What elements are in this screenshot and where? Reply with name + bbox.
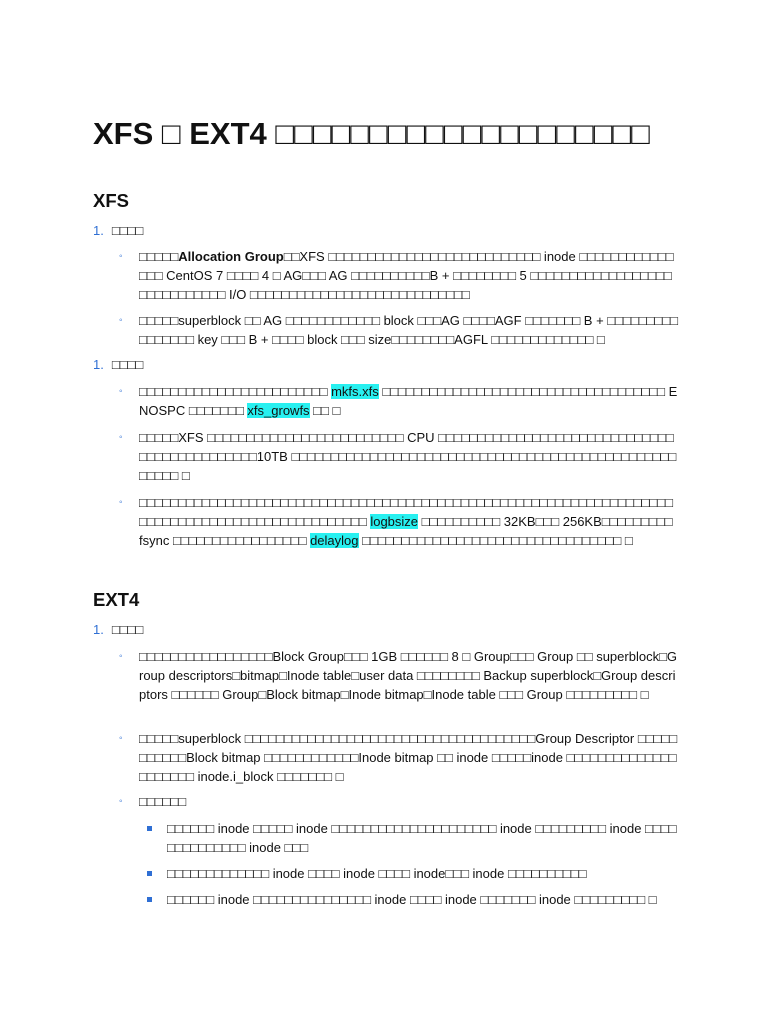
list-item-text: □□□□□□□□□□□□□□□□□□□□□□□□: [139, 384, 332, 399]
section-heading-ext4: EXT4: [93, 589, 140, 610]
list-item: □□□□□superblock □□□□□□□□□□□□□□□□□□□□□□□□□□□□□□□□□□□□□Group Descriptor □□□□□□□□□□□Block bitmap □□□□□□□□□□□□Inode bitmap □□ inode □□□□□inode □□□□□□□□□□□□□□□□□□□□□ inode.i_block □□□□□□□ □: [139, 731, 678, 784]
circle-bullet-icon: ◦: [119, 651, 123, 662]
list-item-text: □□□□□□□□□□□□□□□□□□□□□□□□□□□□□□□□□ □: [358, 533, 633, 548]
circle-bullet-icon: ◦: [119, 733, 123, 744]
list-item-lead: □□□□□: [139, 249, 179, 264]
sub-list-item: □□□□□□ inode □□□□□ inode □□□□□□□□□□□□□□□□□□□□□ inode □□□□□□□□□ inode □□□□□□□□□□□□□□ inode □□□: [167, 821, 677, 855]
circle-bullet-icon: ◦: [119, 386, 123, 397]
bold-term: Allocation Group: [178, 249, 284, 264]
list-item: [139, 247, 679, 304]
list-item-text: □□□□□□□□□□□□□□□□□□□□□□□□□□□□□□□□□□□□ ENOSPC □□□□□□□: [139, 384, 678, 418]
list-item-text: □□XFS □□□□□□□□□□□□□□□□□□□□□□□□□□□ inode □□□□□□□□□□□□□□□ CentOS 7 □□□□ 4 □ AG□□□ AG □□□□□□□□□□B + □□□□□□□□ 5 □□□□□□□□□□□□□□□□□□□□□□□□□□□□□ I/O □□□□□□□□□□□□□□□□□□□□□□□□□□□□: [139, 249, 674, 302]
inline-code-highlight: logbsize: [370, 514, 419, 529]
circle-bullet-icon: ◦: [119, 796, 123, 807]
square-bullet-icon: [147, 871, 152, 876]
square-bullet-icon: [147, 897, 152, 902]
list-item-text: □□ □: [309, 403, 341, 418]
list-item: □□□□□□: [139, 794, 187, 809]
list-number: 1.: [93, 622, 104, 637]
list-item: □□□□□□□□□□□□□□□□□Block Group□□□ 1GB □□□□□□ 8 □ Group□□□ Group □□ superblock□Group descriptors□bitmap□Inode table□user data □□□□□□□□ Backup superblock□Group descriptors □□□□□□ Group□Block bitmap□Inode bitmap□Inode table □□□ Group □□□□□□□□□ □: [139, 649, 678, 702]
circle-bullet-icon: ◦: [119, 251, 123, 262]
circle-bullet-icon: ◦: [119, 497, 123, 508]
numbered-heading-label: □□□□: [111, 223, 144, 238]
document-title: XFS □ EXT4 □□□□□□□□□□□□□□□□□□□□: [93, 116, 650, 151]
square-bullet-icon: [147, 826, 152, 831]
sub-list-item: □□□□□□□□□□□□□ inode □□□□ inode □□□□ inode□□□ inode □□□□□□□□□□: [167, 866, 587, 881]
circle-bullet-icon: ◦: [119, 432, 123, 443]
section-heading-xfs: XFS: [93, 190, 129, 211]
inline-code-highlight: mkfs.xfs: [331, 384, 379, 399]
inline-code-highlight: xfs_growfs: [247, 403, 310, 418]
list-item: [139, 493, 679, 550]
list-item: □□□□□XFS □□□□□□□□□□□□□□□□□□□□□□□□□ CPU □□□□□□□□□□□□□□□□□□□□□□□□□□□□□□□□□□□□□□□□□□□□□10TB □□□□□□□□□□□□□□□□□□□□□□□□□□□□□□□□□□□□□□□□□□□□□□□□□□□□□□ □: [139, 430, 677, 483]
inline-code-highlight: delaylog: [310, 533, 359, 548]
list-item: [139, 382, 679, 420]
list-number: 1.: [93, 357, 104, 372]
numbered-heading: [93, 355, 143, 374]
numbered-heading-label: □□□□: [111, 622, 144, 637]
numbered-heading-label: □□□□: [111, 357, 144, 372]
numbered-heading: [93, 221, 143, 240]
list-item-text: □□□□□□□□□□ 32KB□□□ 256KB□□□□□□□□□ fsync □□□□□□□□□□□□□□□□□: [139, 514, 673, 548]
sub-list-item: □□□□□□ inode □□□□□□□□□□□□□□□ inode □□□□ inode □□□□□□□ inode □□□□□□□□□ □: [167, 892, 657, 907]
list-item-text: □□□□□□□□□□□□□□□□□□□□□□□□□□□□□□□□□□□□□□□□□□□□□□□□□□□□□□□□□□□□□□□□□□□□□□□□□□□□□□□□□□□□□□□□□□□□□□□□□: [139, 495, 673, 529]
numbered-heading: [93, 620, 143, 639]
list-item: □□□□□superblock □□ AG □□□□□□□□□□□□ block □□□AG □□□□AGF □□□□□□□ B + □□□□□□□□□□□□□□□□ key □□□ B + □□□□ block □□□ size□□□□□□□□AGFL □□□□□□□□□□□□□ □: [139, 313, 678, 347]
circle-bullet-icon: ◦: [119, 315, 123, 326]
list-number: 1.: [93, 223, 104, 238]
